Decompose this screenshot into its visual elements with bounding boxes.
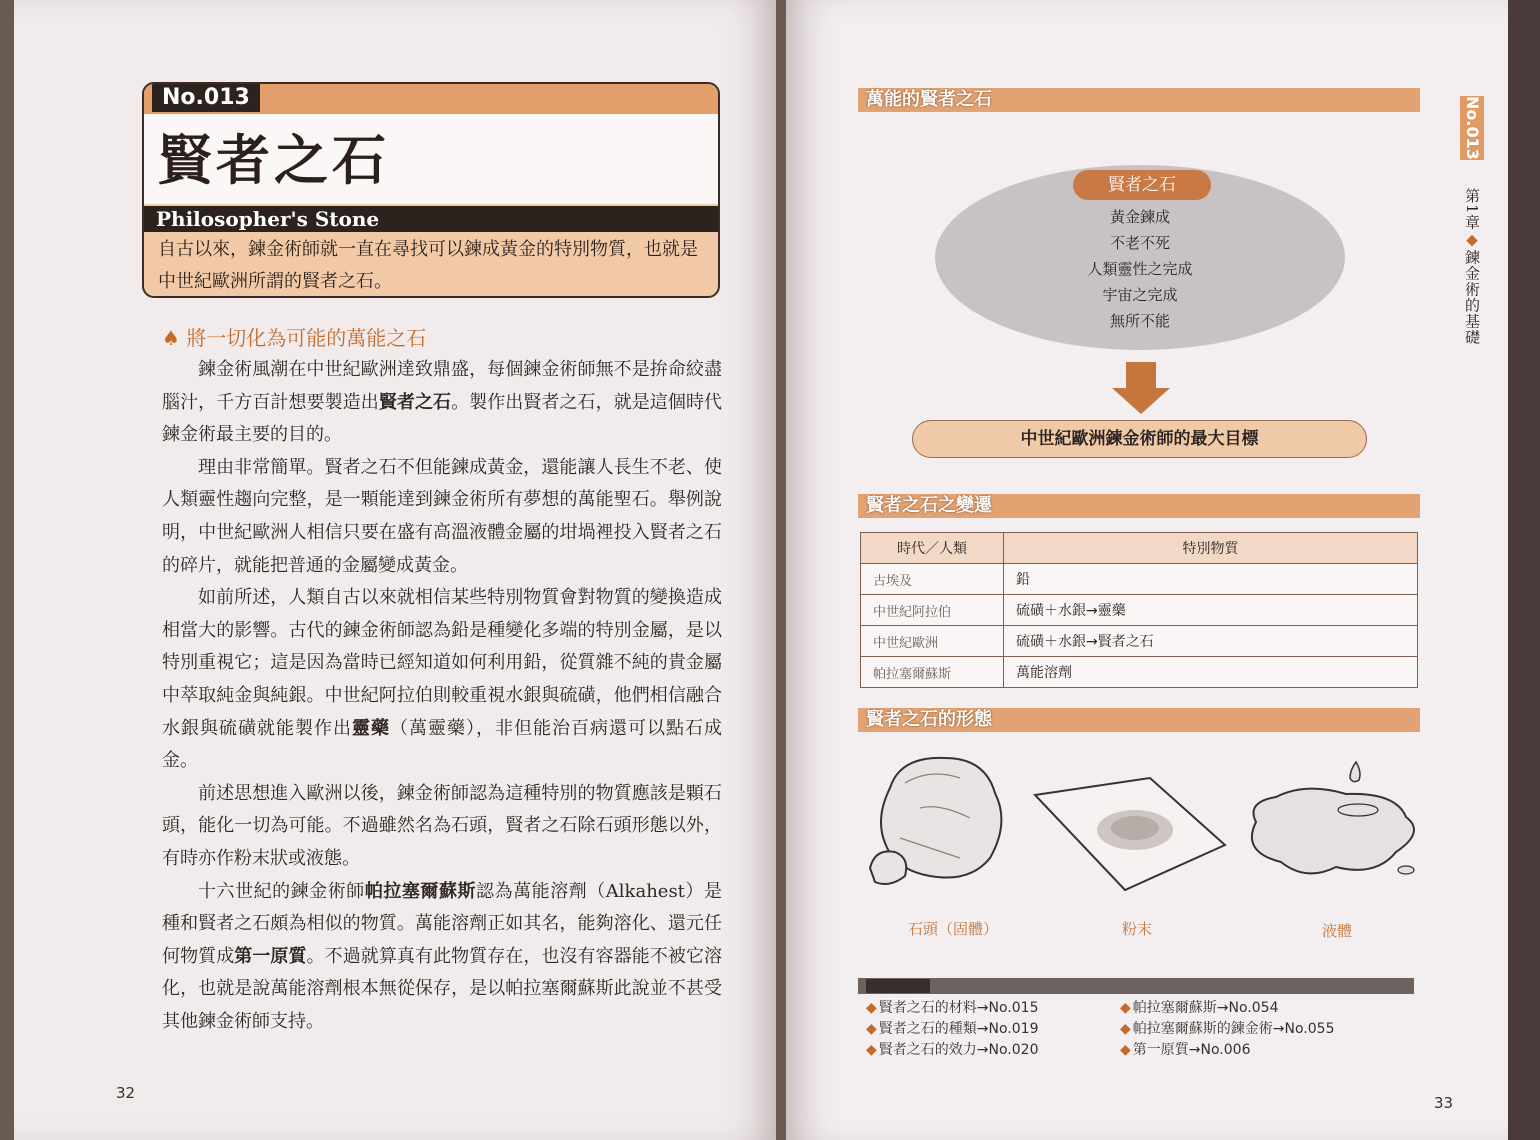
ellipse-label: 賢者之石 <box>1073 170 1211 200</box>
entry-number: No.013 <box>152 84 260 112</box>
intro-text: 自古以來，鍊金術師就一直在尋找可以鍊成黃金的特別物質，也就是中世紀歐洲所謂的賢者之石。 <box>158 239 698 292</box>
page-number-left: 32 <box>116 1084 136 1102</box>
related-list-left <box>866 998 1038 1061</box>
form-label-stone: 石頭（固體） <box>908 920 999 938</box>
form-label-liquid: 液體 <box>1322 922 1353 940</box>
table-row <box>861 564 1418 595</box>
paragraph-1: 鍊金術風潮在中世紀歐洲達致鼎盛，每個鍊金術師無不是拚命絞盡腦汁，千方百計想要製造出賢者之石。製作出賢者之石，就是這個時代鍊金術最主要的目的。 <box>162 359 723 446</box>
table-row <box>861 595 1418 626</box>
related-link: ◆ 賢者之石的種類→No.019 <box>866 1019 1038 1040</box>
ellipse-item: 不老不死 <box>1109 234 1170 252</box>
side-tab-number: No.013 <box>1460 96 1484 160</box>
related-list-right <box>1120 998 1334 1061</box>
paragraph-5: 十六世紀的鍊金術師帕拉塞爾蘇斯認為萬能溶劑（Alkahest）是種和賢者之石頗為相似的物質。萬能溶劑正如其名，能夠溶化、還元任何物質成第一原質。不過就算真有此物質存在，也沒有容器能不被它溶化，也就是說萬能溶劑根本無從保存，是以帕拉塞爾蘇斯此說並不甚受其他鍊金術師支持。 <box>162 880 723 1032</box>
related-link: ◆ 帕拉塞爾蘇斯的鍊金術→No.055 <box>1120 1019 1334 1040</box>
table-header: 時代／人類 <box>861 533 1004 564</box>
related-link: ◆ 賢者之石的材料→No.015 <box>866 998 1038 1019</box>
down-arrow-icon <box>1126 362 1156 390</box>
ellipse-item: 黃金鍊成 <box>1109 208 1170 226</box>
table-cell: 萬能溶劑 <box>1004 657 1418 688</box>
powder-illustration <box>1030 760 1230 910</box>
table-cell: 硫磺＋水銀→靈藥 <box>1004 595 1418 626</box>
related-link: ◆ 賢者之石的效力→No.020 <box>866 1040 1038 1061</box>
page-title: 賢者之石 <box>158 128 390 192</box>
table-row <box>861 626 1418 657</box>
header-card <box>142 82 720 298</box>
section-bar-history: 賢者之石之變遷 <box>858 494 1420 518</box>
page-number-right: 33 <box>1434 1094 1454 1112</box>
ellipse-item: 人類靈性之完成 <box>1087 260 1193 278</box>
table-cell: 中世紀阿拉伯 <box>861 595 1004 626</box>
english-subtitle: Philosopher's Stone <box>144 206 718 232</box>
table-row <box>861 657 1418 688</box>
table-header: 特別物質 <box>1004 533 1418 564</box>
table-cell: 古埃及 <box>861 564 1004 595</box>
section-bar-forms: 賢者之石的形態 <box>858 708 1420 732</box>
paragraph-3: 如前所述，人類自古以來就相信某些特別物質會對物質的變換造成相當大的影響。古代的鍊金術師認為鉛是種變化多端的特別金屬，是以特別重視它；這是因為當時已經知道如何利用鉛，從質雜不純的貴金屬中萃取純金與純銀。中世紀阿拉伯則較重視水銀與硫磺，他們相信融合水銀與硫磺就能製作出靈藥（萬靈藥），非但能治百病還可以點石成金。 <box>162 587 722 772</box>
book-edge <box>1508 0 1540 1140</box>
down-arrow-head-icon <box>1112 388 1170 414</box>
goal-box: 中世紀歐洲鍊金術師的最大目標 <box>912 420 1367 458</box>
section-bar-universal-stone: 萬能的賢者之石 <box>858 88 1420 112</box>
section-heading: ♠ 將一切化為可能的萬能之石 <box>162 326 427 350</box>
diamond-icon: ◆ <box>1463 230 1481 250</box>
related-items-tag <box>866 979 930 993</box>
history-table <box>860 532 1418 688</box>
related-items-bar <box>858 978 1414 994</box>
liquid-illustration <box>1236 752 1436 902</box>
table-cell: 硫磺＋水銀→賢者之石 <box>1004 626 1418 657</box>
body-text <box>162 354 722 1038</box>
ellipse-item: 無所不能 <box>1109 312 1170 330</box>
paragraph-4: 前述思想進入歐洲以後，鍊金術師認為這種特別的物質應該是顆石頭，能化一切為可能。不過雖然名為石頭，賢者之石除石頭形態以外，有時亦作粉末狀或液態。 <box>162 782 722 869</box>
ellipse-items <box>1040 204 1240 334</box>
ellipse-item: 宇宙之完成 <box>1102 286 1178 304</box>
table-cell: 鉛 <box>1004 564 1418 595</box>
related-link: ◆ 帕拉塞爾蘇斯→No.054 <box>1120 998 1334 1019</box>
form-label-powder: 粉末 <box>1122 920 1153 938</box>
stone-illustration <box>860 748 1020 898</box>
related-link: ◆ 第一原質→No.006 <box>1120 1040 1334 1061</box>
table-cell: 中世紀歐洲 <box>861 626 1004 657</box>
table-cell: 帕拉塞爾蘇斯 <box>861 657 1004 688</box>
table-header-row <box>861 533 1418 564</box>
paragraph-2: 理由非常簡單。賢者之石不但能鍊成黃金，還能讓人長生不老、使人類靈性趨向完整，是一顆能達到鍊金術所有夢想的萬能聖石。舉例說明，中世紀歐洲人相信只要在盛有高溫液體金屬的坩堝裡投入賢者之石的碎片，就能把普通的金屬變成黃金。 <box>162 456 722 576</box>
side-chapter-label: 第1章◆鍊金術的基礎 <box>1463 188 1481 346</box>
